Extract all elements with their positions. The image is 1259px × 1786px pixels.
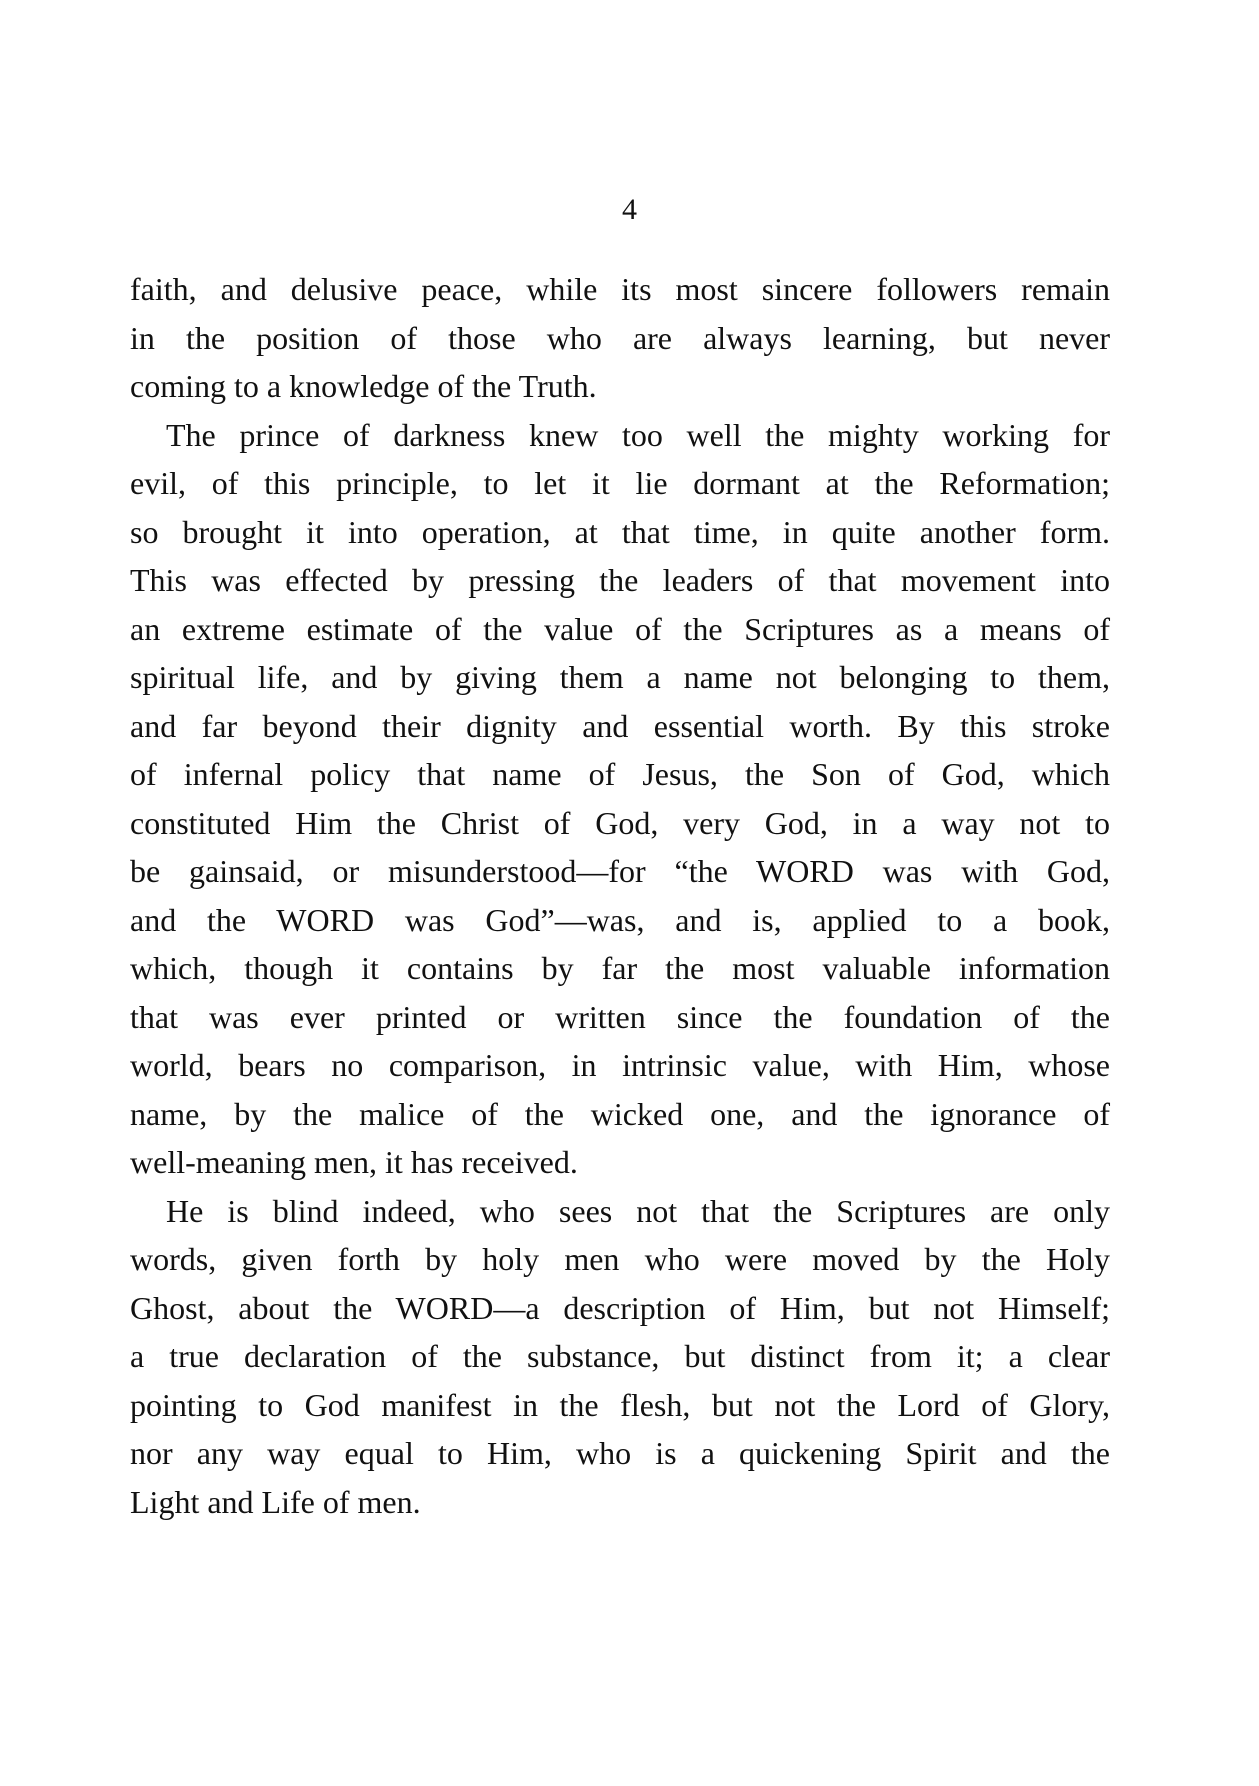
text-line: faith, and delusive peace, while its most sincere followers remain [130,271,1110,307]
text-line: Light and Life of men. [130,1483,421,1520]
text-line: Ghost, about the WORD—a description of Him, but not Himself; [130,1289,1110,1326]
text-line: in the position of those who are always learning, but never [130,319,1110,356]
text-line: words, given forth by holy men who were moved by the Holy [130,1241,1110,1277]
text-line: of infernal policy that name of Jesus, the Son of God, which [130,756,1110,792]
text-line: world, bears no comparison, in intrinsic value, with Him, whose [130,1047,1110,1083]
text-line: He is blind indeed, who sees not that the Scriptures are only [166,1192,1110,1229]
text-line: The prince of darkness knew too well the mighty working for [166,416,1110,453]
text-line: and far beyond their dignity and essential worth. By this stroke [130,707,1110,744]
text-line: be gainsaid, or misunderstood—for “the WORD was with God, [130,853,1110,889]
body-text [130,265,1110,1526]
text-line: This was effected by pressing the leaders of that movement into [130,562,1110,598]
text-line: coming to a knowledge of the Truth. [130,368,597,404]
paragraph-3 [130,1187,1110,1527]
text-line: that was ever printed or written since the foundation of the [130,998,1110,1035]
text-line: spiritual life, and by giving them a name not belonging to them, [130,659,1110,695]
text-line: constituted Him the Christ of God, very God, in a way not to [130,804,1110,841]
text-line: pointing to God manifest in the flesh, but not the Lord of Glory, [130,1386,1110,1423]
text-line: so brought it into operation, at that time, in quite another form. [130,513,1110,550]
text-line: name, by the malice of the wicked one, and the ignorance of [130,1095,1110,1132]
text-line: well-meaning men, it has received. [130,1144,578,1180]
text-line: evil, of this principle, to let it lie dormant at the Reformation; [130,465,1110,501]
text-line: nor any way equal to Him, who is a quickening Spirit and the [130,1435,1110,1471]
text-line: an extreme estimate of the value of the Scriptures as a means of [130,610,1110,647]
text-line: which, though it contains by far the most valuable information [130,950,1110,986]
page-number: 4 [622,193,637,226]
text-line: and the WORD was God”—was, and is, applied to a book, [130,901,1110,938]
paragraph-1 [130,265,1110,411]
text-line: a true declaration of the substance, but distinct from it; a clear [130,1338,1110,1374]
paragraph-2 [130,411,1110,1187]
